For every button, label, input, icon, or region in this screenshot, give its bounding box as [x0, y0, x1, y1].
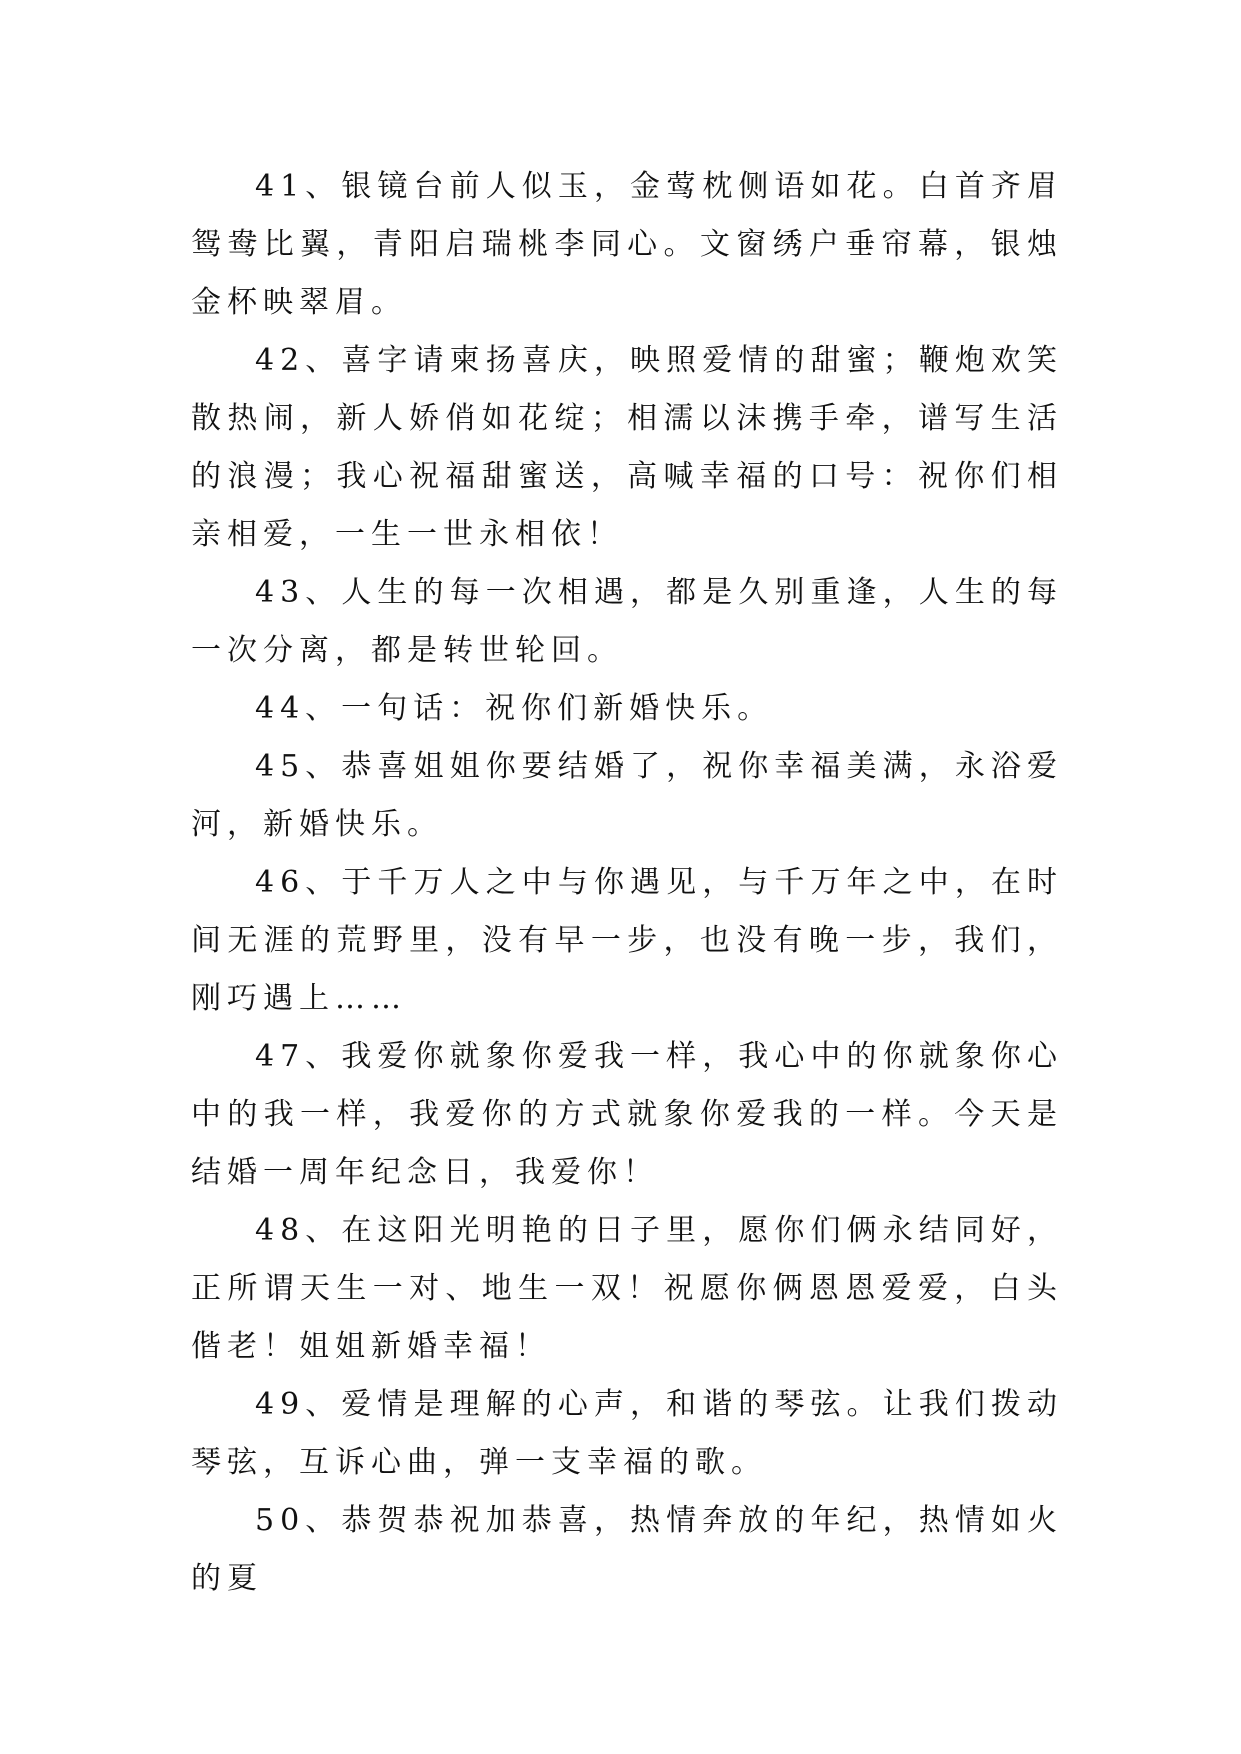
paragraph-41: 41、银镜台前人似玉，金莺枕侧语如花。白首齐眉鸳鸯比翼，青阳启瑞桃李同心。文窗绣户垂帘幕，银烛金杯映翠眉。 [191, 169, 1063, 320]
paragraph-50: 50、恭贺恭祝加恭喜，热情奔放的年纪，热情如火的夏 [191, 1503, 1063, 1596]
paragraph-45: 45、恭喜姐姐你要结婚了，祝你幸福美满，永浴爱河，新婚快乐。 [191, 749, 1063, 842]
paragraph-48: 48、在这阳光明艳的日子里，愿你们俩永结同好，正所谓天生一对、地生一双！祝愿你俩恩恩爱爱，白头偕老！姐姐新婚幸福！ [191, 1213, 1063, 1364]
paragraph-44: 44、一句话：祝你们新婚快乐。 [255, 691, 774, 726]
body-text [191, 158, 1063, 1608]
paragraph-43: 43、人生的每一次相遇，都是久别重逢，人生的每一次分离，都是转世轮回。 [191, 575, 1063, 668]
paragraph-47: 47、我爱你就象你爱我一样，我心中的你就象你心中的我一样，我爱你的方式就象你爱我的一样。今天是结婚一周年纪念日，我爱你！ [191, 1039, 1063, 1190]
paragraph-42: 42、喜字请柬扬喜庆，映照爱情的甜蜜；鞭炮欢笑散热闹，新人娇俏如花绽；相濡以沫携手牵，谱写生活的浪漫；我心祝福甜蜜送，高喊幸福的口号：祝你们相亲相爱，一生一世永相依！ [191, 343, 1063, 552]
paragraph-46: 46、于千万人之中与你遇见，与千万年之中，在时间无涯的荒野里，没有早一步，也没有晚一步，我们，刚巧遇上…… [191, 865, 1063, 1016]
paragraph-49: 49、爱情是理解的心声，和谐的琴弦。让我们拨动琴弦，互诉心曲，弹一支幸福的歌。 [191, 1387, 1063, 1480]
